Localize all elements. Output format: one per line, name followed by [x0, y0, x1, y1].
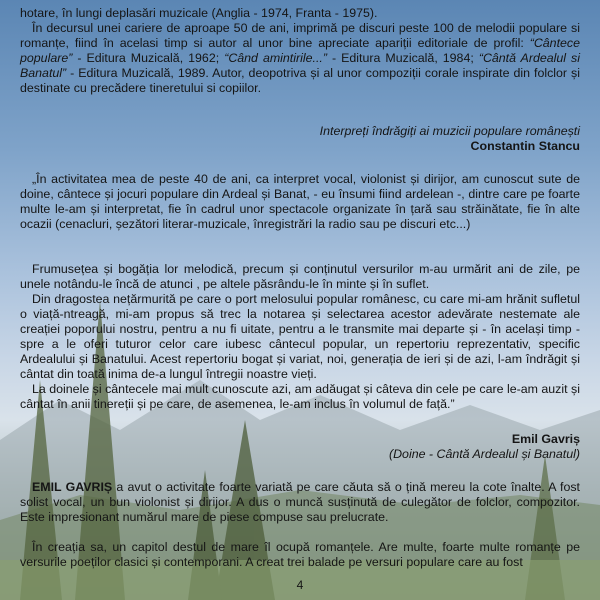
paragraph-career — [20, 21, 580, 96]
book-title-3: “Cântă Ardealul si Banatul” — [20, 51, 580, 80]
quote-paragraph-1: „În activitatea mea de peste 40 de ani, ca interpret vocal, violonist și dirijor, am cunoscut sute de doine, cântece și jocuri populare din Ardeal și Banat, - eu însumi fiind ardelean -, dintre care pe foarte multe le-am și interpretat, fie în cadrul unor spectacole organizate în țară sau străinătate, fie în alte ocazii (cenacluri, șezători literar-muzicale, înregistrări la radio sau pe discuri etc...) — [20, 172, 580, 231]
bio-name: EMIL GAVRIȘ — [32, 480, 113, 494]
bio-paragraph-1 — [20, 480, 580, 525]
signature-name: Emil Gavriș — [511, 432, 580, 446]
quote-paragraph-2: Frumusețea și bogăția lor melodică, precum și conținutul versurilor m-au urmărit ani de zile, pe unele notându-le încă de atunci , pe altele păsrându-le în minte și în suflet. — [20, 262, 580, 291]
quote-paragraph-4: La doinele și cântecele mai mult cunoscute azi, am adăugat și câteva din cele pe care le-am auzit și cântat în anii tinereții și pe care, de asemenea, le-am inclus în volumul de față.” — [20, 382, 580, 411]
paragraph-intro-end — [20, 6, 580, 21]
bio-paragraph-2: În creația sa, un capitol destul de mare îl ocupă romanțele. Are multe, foarte multe romanțe pe versurile poeților clasici și contemporani. A creat trei balade pe versuri populare care au fost — [20, 540, 580, 569]
career-text-a: În decursul unei cariere de aproape 50 de ani, imprimă pe discuri peste 100 de melodii populare si romanțe, fiind în acelasi timp si autor al unor bine apreciate apariții editoriale de profil: — [20, 21, 580, 50]
book-title-2: “Când amintirile...” — [224, 51, 327, 65]
intro-line: hotare, în lungi deplasări muzicale (Anglia - 1974, Franta - 1975). — [20, 6, 378, 20]
section-subtitle: Interpreți îndrăgiți ai muzicii populare românești — [319, 124, 580, 138]
book-title-1: “Cântece populare” — [20, 36, 580, 65]
signature-source: (Doine - Cântă Ardealul și Banatul) — [388, 447, 580, 461]
career-text-b: - Editura Muzicală, 1962; — [72, 51, 225, 65]
quote-paragraph-3: Din dragostea nețărmurită pe care o port melosului popular românesc, cu care mi-am hrănit sufletul o viață-ntreagă, mi-am propus să trec la notarea și selectarea acestor adevărate nestemate ale creației poporului nostru, pentru a nu fi uitate, pentru a le transmite mai departe și - în același timp - spre a le oferi tuturor celor care iubesc cântecul popular, un repertoriu reprezentativ, specific Ardealului și Banatului. Acest repertoriu bogat și variat, noi, generația de ieri și de azi, l-am îndrăgit și cântat din toată inima de-a lungul întregii noastre vieți. — [20, 292, 580, 381]
career-text-d: - Editura Muzicală, 1989. Autor, deopotriva și al unor compoziții corale inspirate din folclor și destinate cu precădere tineretului si copiilor. — [20, 66, 580, 95]
page-number: 4 — [296, 578, 304, 592]
section-author: Constantin Stancu — [470, 139, 580, 153]
bio-text-1: a avut o activitate foarte variată pe care căuta să o țină mereu la cote înalte. A fost solist vocal, un bun violonist și dirijor. A dus o muncă susținută de culegător de folclor, compozitor. Este impresionant numărul mare de piese compuse sau prelucrate. — [20, 480, 580, 524]
career-text-c: - Editura Muzicală, 1984; — [326, 51, 479, 65]
